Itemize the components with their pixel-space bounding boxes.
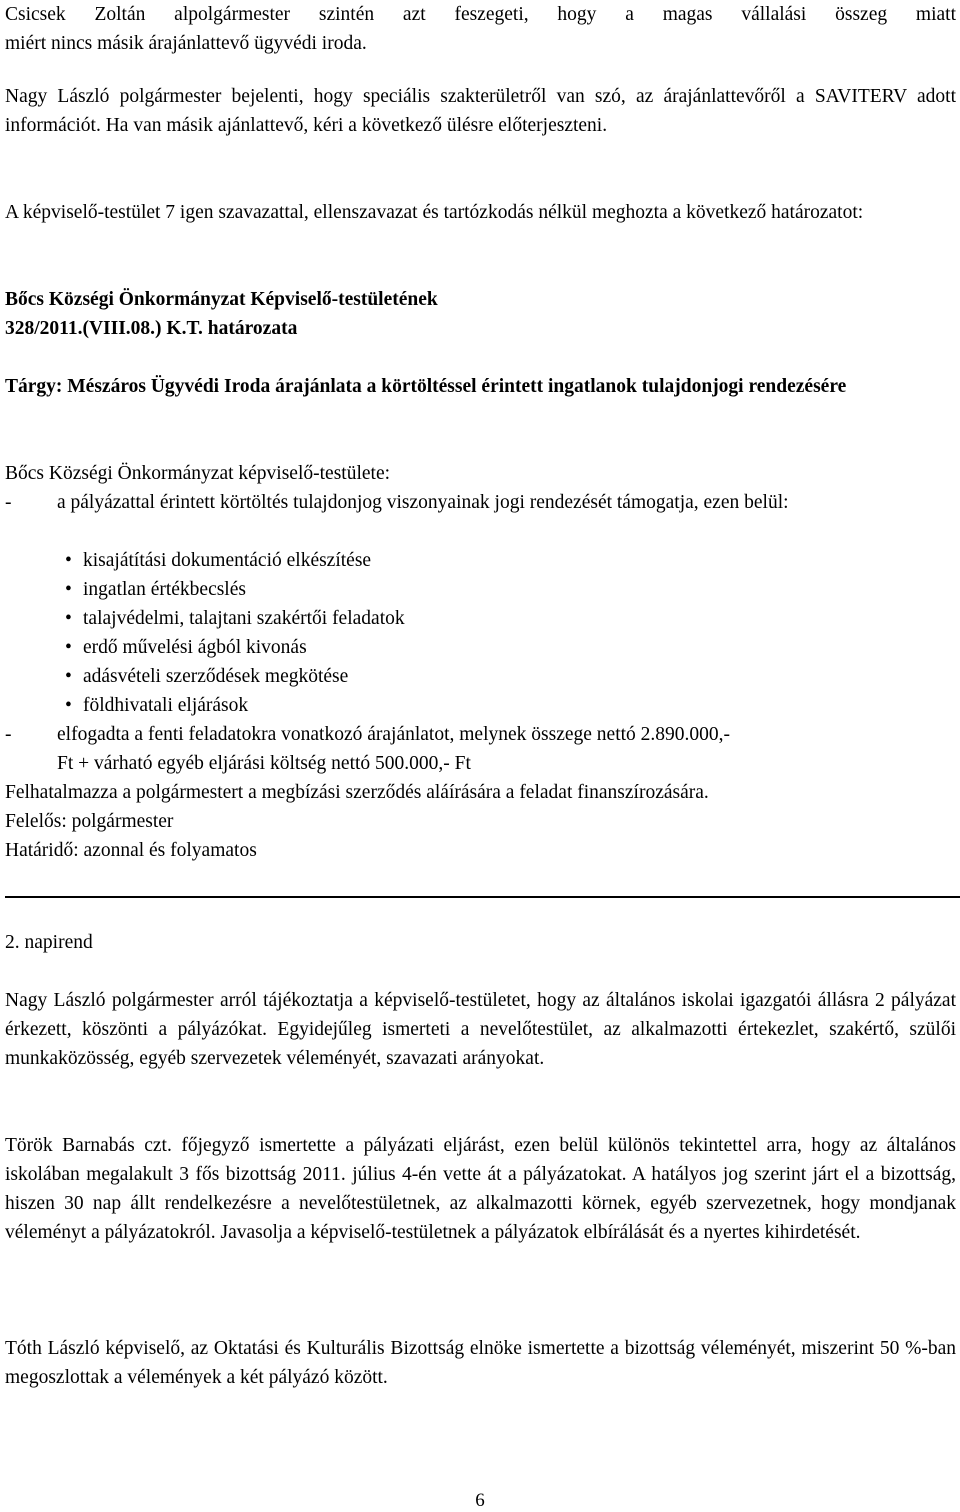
resolution-title-line2: 328/2011.(VIII.08.) K.T. határozata [5,318,298,339]
page-number: 6 [475,1490,485,1511]
resolution-item-1 [5,488,956,517]
list-item: • talajvédelmi, talajtani szakértői feladatok [83,604,956,633]
list-item: • erdő művelési ágból kivonás [83,633,956,662]
agenda-paragraph-3: Tóth László képviselő, az Oktatási és Kulturális Bizottság elnöke ismertette a bizottság véleményét, miszerint 50 %-ban megoszlottak a vélemények a két pályázó között. [5,1338,956,1388]
dash-marker: - [5,724,12,745]
resolution-title [5,285,956,343]
resolution-item-2-line2-row [5,749,956,778]
intro-paragraph-3: A képviselő-testület 7 igen szavazattal, ellenszavazat és tartózkodás nélkül meghozta a következő határozatot: [5,202,864,223]
list-item: • kisajátítási dokumentáció elkészítése [83,546,956,575]
resolution-subject: Tárgy: Mészáros Ügyvédi Iroda árajánlata a körtöltéssel érintett ingatlanok tulajdonjogi rendezésére [5,376,847,397]
list-item: • ingatlan értékbecslés [83,575,956,604]
intro-paragraph-1 [5,0,956,58]
resolution-title-line1: Bőcs Községi Önkormányzat Képviselő-testületének [5,289,438,310]
task-bullet-list [5,546,956,720]
dash-marker: - [5,492,12,513]
responsible-text: Felelős: polgármester [5,811,174,832]
intro-p1-line1: Csicsek Zoltán alpolgármester szintén azt feszegeti, hogy a magas vállalási összeg miatt [5,4,956,25]
intro-paragraph-2: Nagy László polgármester bejelenti, hogy speciális szakterületről van szó, az árajánlattevőről a SAVITERV adott információt. Ha van másik ajánlattevő, kéri a következő ülésre előterjeszteni. [5,86,956,136]
deadline-text: Határidő: azonnal és folyamatos [5,840,257,861]
resolution-item-2 [5,720,956,778]
intro-p1-line2: miért nincs másik árajánlattevő ügyvédi iroda. [5,33,367,54]
resolution-item-1-text: a pályázattal érintett körtöltés tulajdonjog viszonyainak jogi rendezését támogatja, ezen belül: [57,492,789,513]
resolution-item-2-line1: elfogadta a fenti feladatokra vonatkozó árajánlatot, melynek összege nettó 2.890.000,- [57,724,731,745]
resolution-body-intro: Bőcs Községi Önkormányzat képviselő-testülete: [5,463,391,484]
agenda-heading: 2. napirend [5,932,93,953]
list-item: • adásvételi szerződések megkötése [83,662,956,691]
list-item: • földhivatali eljárások [83,691,956,720]
resolution-item-2-line2: Ft + várható egyéb eljárási költség nettó 500.000,- Ft [57,753,471,774]
resolution-item-2-line1-row [5,720,956,749]
section-divider [5,896,960,898]
agenda-paragraph-2: Török Barnabás czt. főjegyző ismertette a pályázati eljárást, ezen belül különös tekintettel arra, hogy az általános iskolában megalakult 3 fős bizottság 2011. július 4-én vette át a pályázatokat. A hatályos jog szerint járt el a bizottság, hiszen 30 nap állt rendelkezésre a nevelőtestületnek, az alkalmazotti körnek, egyéb szervezetnek, hogy mondjanak véleményt a pályázatokról. Javasolja a képviselő-testületnek a pályázatok elbírálását és a nyertes kihirdetését. [5,1135,956,1243]
agenda-paragraph-1: Nagy László polgármester arról tájékoztatja a képviselő-testületet, hogy az általános iskolai igazgatói állásra 2 pályázat érkezett, köszönti a pályázókat. Egyidejűleg ismerteti a nevelőtestület, az alkalmazotti értekezlet, szakértő, szülői munkaközösség, egyéb szervezetek véleményét, szavazati arányokat. [5,990,956,1069]
authorization-text: Felhatalmazza a polgármestert a megbízási szerződés aláírására a feladat finanszírozására. [5,782,709,803]
